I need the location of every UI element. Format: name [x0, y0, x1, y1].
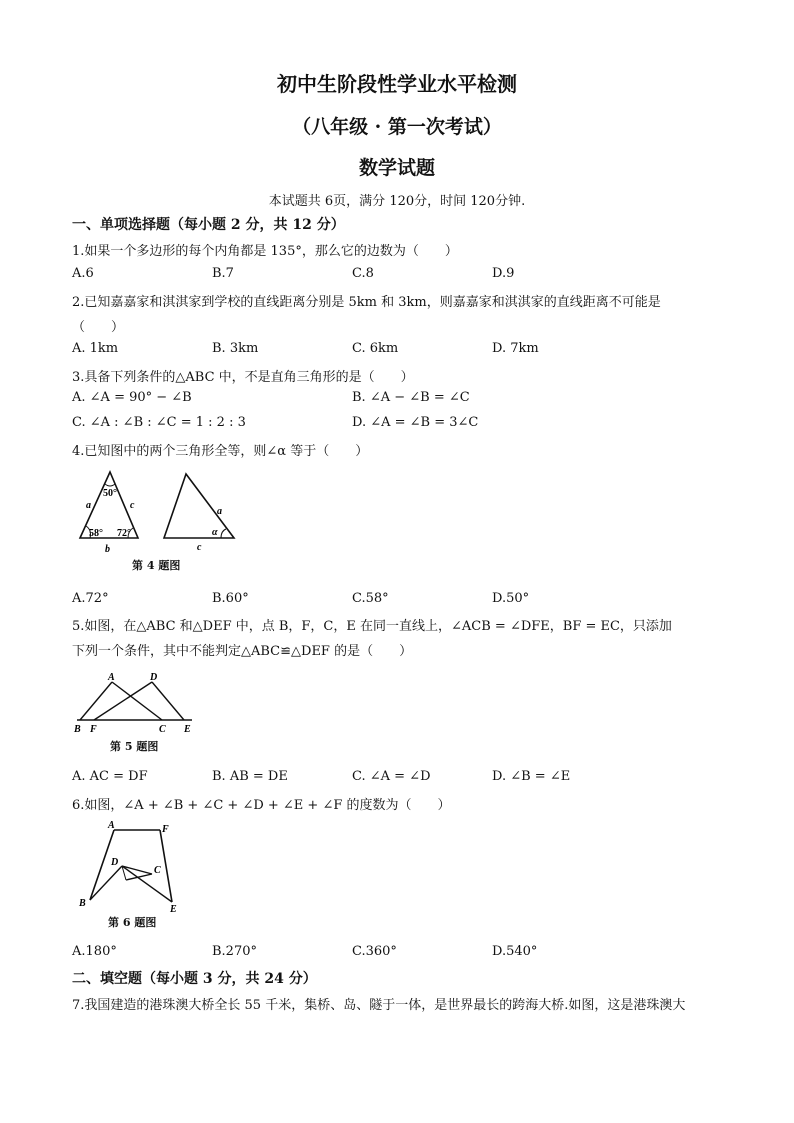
q6-label-D: D	[111, 857, 119, 868]
q5-option-a: A. AC = DF	[72, 769, 148, 784]
question-5-text: 5.如图，在△ABC 和△DEF 中，点 B，F，C，E 在同一直线上，∠ACB = ∠DFE，BF = EC，只添加	[72, 619, 672, 634]
q4-option-c: C.58°	[352, 591, 389, 606]
q5-label-F: F	[90, 724, 97, 735]
q3-option-a: A. ∠A = 90° − ∠B	[72, 390, 192, 405]
question-5-text-cont: 下列一个条件，其中不能判定△ABC≌△DEF 的是（ ）	[72, 644, 413, 659]
q2-option-b: B. 3km	[212, 341, 259, 356]
q6-label-B: B	[79, 898, 86, 909]
q5-caption: 第 5 题图	[110, 740, 159, 753]
q4-label-right-angle: 72°	[117, 528, 131, 539]
question-4-text: 4.已知图中的两个三角形全等，则∠α 等于（ ）	[72, 444, 369, 459]
figure-q6	[74, 818, 194, 918]
exam-subtitle: （八年级 · 第一次考试）	[292, 116, 502, 138]
section-heading-2: 二、填空题（每小题 3 分，共 24 分）	[72, 971, 317, 987]
q3-option-c: C. ∠A : ∠B : ∠C = 1 : 2 : 3	[72, 415, 246, 430]
question-1-text: 1.如果一个多边形的每个内角都是 135°，那么它的边数为（ ）	[72, 244, 458, 259]
figure-q5	[72, 668, 202, 738]
q1-option-c: C.8	[352, 266, 374, 281]
q6-option-d: D.540°	[492, 944, 538, 959]
q2-option-a: A. 1km	[72, 341, 119, 356]
q4-option-b: B.60°	[212, 591, 249, 606]
q4-triangle-right	[164, 474, 234, 538]
q2-option-d: D. 7km	[492, 341, 539, 356]
q5-label-E: E	[184, 724, 191, 735]
q5-option-b: B. AB = DE	[212, 769, 288, 784]
q6-option-b: B.270°	[212, 944, 257, 959]
q5-option-d: D. ∠B = ∠E	[492, 769, 571, 784]
subject-title: 数学试题	[358, 157, 435, 179]
exam-note: 本试题共 6页，满分 120分，时间 120分钟.	[268, 194, 526, 209]
q4-label-a2: a	[217, 506, 222, 517]
q6-option-c: C.360°	[352, 944, 397, 959]
q4-option-d: D.50°	[492, 591, 530, 606]
q4-option-a: A.72°	[72, 591, 109, 606]
q1-option-a: A.6	[72, 266, 94, 281]
q5-label-B: B	[74, 724, 81, 735]
q6-label-E: E	[170, 904, 177, 915]
q6-label-C: C	[154, 865, 161, 876]
q5-label-A: A	[108, 672, 115, 683]
question-7-text: 7.我国建造的港珠澳大桥全长 55 千米，集桥、岛、隧于一体，是世界最长的跨海大桥.如图，这是港珠澳大	[72, 998, 686, 1013]
question-3-text: 3.具备下列条件的△ABC 中，不是直角三角形的是（ ）	[72, 370, 414, 385]
q5-option-c: C. ∠A = ∠D	[352, 769, 431, 784]
q1-option-d: D.9	[492, 266, 515, 281]
q4-label-a: a	[86, 500, 91, 511]
q6-label-F: F	[162, 824, 169, 835]
question-6-text: 6.如图，∠A + ∠B + ∠C + ∠D + ∠E + ∠F 的度数为（ ）	[72, 798, 451, 813]
q1-option-b: B.7	[212, 266, 234, 281]
q6-option-a: A.180°	[72, 944, 117, 959]
q4-label-alpha: α	[212, 527, 218, 538]
q6-label-A: A	[108, 820, 115, 831]
q4-label-c: c	[130, 500, 135, 511]
q4-label-left-angle: 58°	[89, 528, 103, 539]
q4-caption: 第 4 题图	[132, 559, 181, 572]
q3-option-b: B. ∠A − ∠B = ∠C	[352, 390, 470, 405]
exam-title: 初中生阶段性学业水平检测	[277, 72, 517, 96]
question-2-text-cont: （ ）	[72, 320, 125, 335]
q4-label-b: b	[105, 544, 110, 555]
q2-option-c: C. 6km	[352, 341, 399, 356]
q6-caption: 第 6 题图	[108, 916, 157, 929]
q4-label-top-angle: 50°	[103, 488, 117, 499]
section-heading-1: 一、单项选择题（每小题 2 分，共 12 分）	[72, 217, 345, 233]
q4-label-c2: c	[197, 542, 202, 553]
question-2-text: 2.已知嘉嘉家和淇淇家到学校的直线距离分别是 5km 和 3km，则嘉嘉家和淇淇家的直线距离不可能是	[72, 295, 661, 310]
q5-label-D: D	[150, 672, 158, 683]
q5-label-C: C	[159, 724, 166, 735]
q3-option-d: D. ∠A = ∠B = 3∠C	[352, 415, 479, 430]
